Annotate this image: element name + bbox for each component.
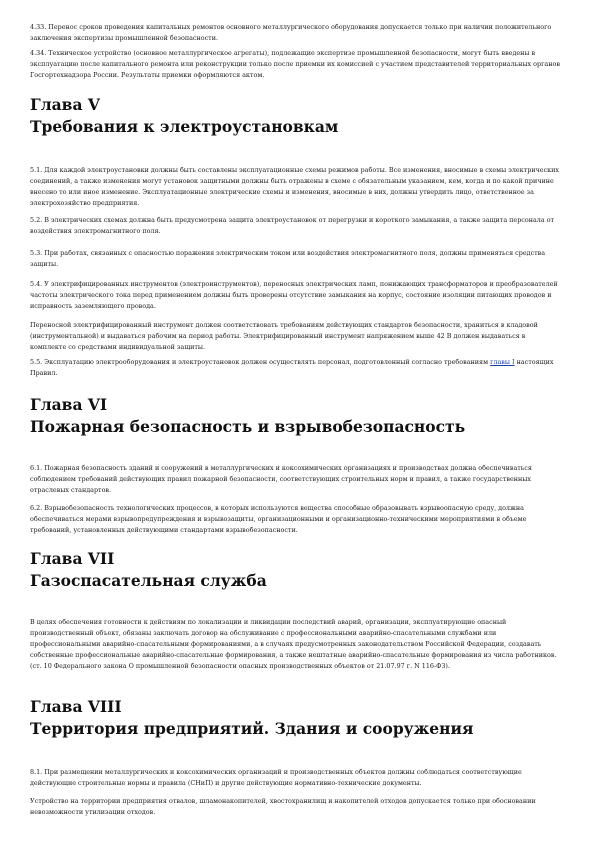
paragraph-text: 5.3. При работах, связанных с опасностью поражения электрическим током или воздействия электромагнитного поля, должны применяться средства защиты.	[30, 249, 546, 268]
paragraph-text: Устройство на территории предприятия отвалов, шламонакопителей, хвостохранилищ и накопителей отходов допускается только при обосновании невозможности утилизации отходов.	[30, 797, 536, 816]
chapter-title: Пожарная безопасность и взрывобезопасность	[30, 417, 466, 436]
paragraph-text-after-link: настоящих Правил.	[30, 358, 554, 377]
paragraph-text: 4.33. Перенос сроков проведения капитальных ремонтов основного металлургического оборудования допускается только при наличии положительного заключения экспертизы промышленной безопасности.	[30, 23, 552, 42]
paragraph-8-dumps	[30, 796, 561, 818]
chapter-number: Глава VII	[30, 549, 115, 568]
paragraph-5-3	[30, 248, 561, 270]
chapter-title: Требования к электроустановкам	[30, 117, 339, 136]
chapter-1-link[interactable]: главы I	[490, 358, 515, 366]
paragraph-8-1	[30, 767, 561, 789]
paragraph-text: В целях обеспечения готовности к действиям по локализации и ликвидации последствий аварий, организации, эксплуатирующие опасный производственный объект, обязаны заключать договор на обслуживание с профессиональными аварийно-спасательными службами или профессиональными аварийно-спасательными формированиями, а в случаях предусмотренных законодательством Российской Федерации, создавать собственные профессиональные аварийно-спасательные формирования, а также нештатные аварийно-спасательные формирования из числа работников. (ст. 10 Федерального закона О промышленной безопасности опасных производственных объектов от 21.07.97 г. N 116-ФЗ).	[30, 618, 557, 670]
paragraph-6-1	[30, 463, 561, 496]
chapter-number: Глава V	[30, 95, 100, 114]
chapter-8-heading	[30, 696, 561, 740]
paragraph-5-5	[30, 357, 561, 379]
chapter-title: Территория предприятий. Здания и сооружения	[30, 719, 474, 738]
chapter-number: Глава VIII	[30, 697, 122, 716]
paragraph-text: 6.1. Пожарная безопасность зданий и сооружений в металлургических и коксохимических организациях и производствах должна обеспечиваться соблюдением требований действующих правил пожарной безопасности, соответствующих строительных норм и правил, а также государственных отраслевых стандартов.	[30, 464, 532, 494]
paragraph-text: 8.1. При размещении металлургических и коксохимических организаций и производственных объектов должны соблюдаться соответствующие действующие строительные нормы и правила (СНиП) и другие действующие нормативно-технические документы.	[30, 768, 522, 787]
paragraph-5-4	[30, 279, 561, 312]
paragraph-6-2	[30, 503, 561, 536]
paragraph-text: 6.2. Взрывобезопасность технологических процессов, в которых используются вещества способные образовывать взрывоопасную среду, должна обеспечиваться мерами взрывопредупреждения и взрывозащиты, организационными и организационно-техническими мероприятиями в объеме требований, установленных действующими стандартами взрывобезопасности.	[30, 504, 527, 534]
paragraph-text: 5.4. У электрифицированных инструментов (электроинструментов), переносных электрических ламп, понижающих трансформаторов и преобразователей частоты электрического тока перед применением должны быть проверены отсутствие замыкания на корпус, состояние изоляции питающих проводов и исправность заземляющего провода.	[30, 280, 558, 310]
paragraph-5-2	[30, 215, 561, 237]
chapter-5-heading	[30, 94, 561, 138]
chapter-7-heading	[30, 548, 561, 592]
paragraph-text: 5.2. В электрических схемах должна быть предусмотрена защита электроустановок от перегрузки и короткого замыкания, а также защита персонала от воздействия электромагнитного поля.	[30, 216, 555, 235]
paragraph-7-1	[30, 617, 561, 672]
paragraph-portable-tools	[30, 320, 561, 353]
paragraph-text	[30, 357, 561, 379]
chapter-6-heading	[30, 394, 561, 438]
paragraph-5-1	[30, 165, 561, 209]
paragraph-text-before-link: 5.5. Эксплуатацию электрооборудования и электроустановок должен осуществлять персонал, подготовленный согласно требованиям	[30, 358, 491, 366]
paragraph-text: 4.34. Техническое устройство (основное металлургическое агрегаты), подлежащие экспертизе промышленной безопасности, могут быть введены в эксплуатацию после капитального ремонта или реконструкции только после приемки их комиссией с участием представителей территориальных органов Госгортехнадзора России. Результаты приемки оформляются актом.	[30, 49, 560, 79]
chapter-number: Глава VI	[30, 395, 108, 414]
paragraph-text: 5.1. Для каждой электроустановки должны быть составлены эксплуатационные схемы режимов работы. Все изменения, вносимые в схемы электрических соединений, а также изменения могут установок защитными должны быть отражены в схеме с обязательным указанием, кем, когда и по какой причине внесено то или иное изменение. Эксплуатационные электрические схемы и изменения, вносимые в них, должны утвердить лицо, ответственное за электрохозяйство предприятия.	[30, 166, 560, 207]
paragraph-4-33	[30, 22, 561, 44]
chapter-title: Газоспасательная служба	[30, 571, 267, 590]
paragraph-text: Переносной электрифицированный инструмент должен соответствовать требованиям действующих стандартов безопасности, храниться в кладовой (инструментальной) и выдаваться рабочим на период работы. Электрифицированный инструмент напряжением выше 42 В должен выдаваться в комплекте со средствами индивидуальной защиты.	[30, 321, 538, 351]
paragraph-4-34	[30, 48, 561, 81]
